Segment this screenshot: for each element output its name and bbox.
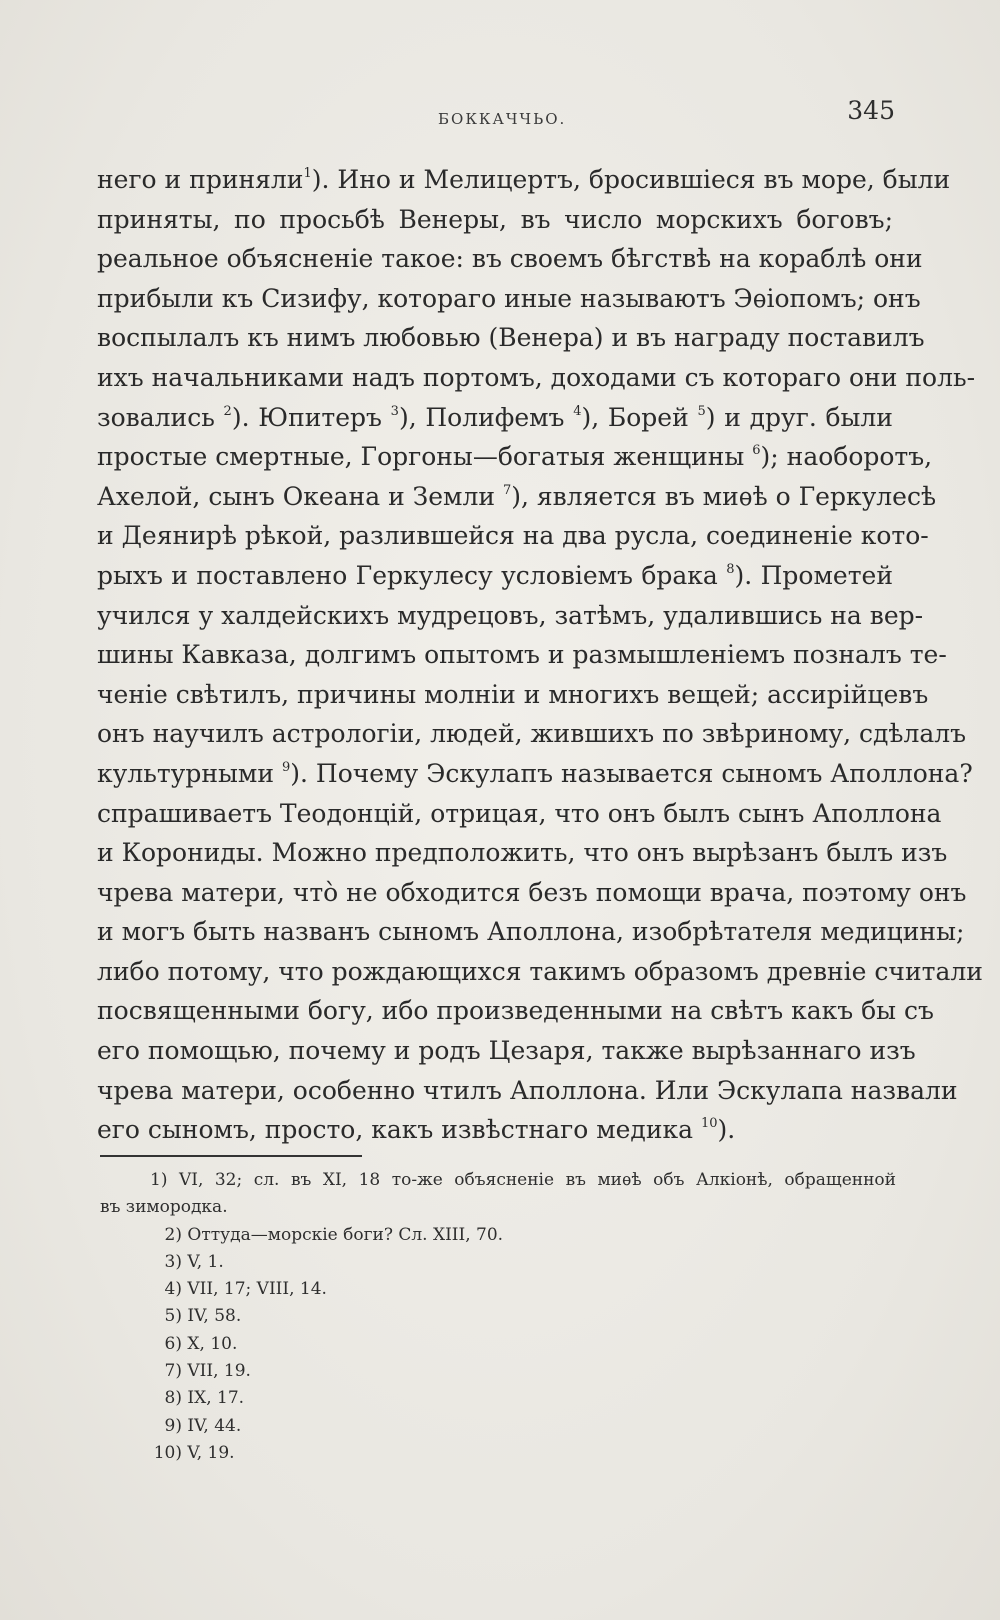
- footnote-text: Оттуда—морскiе боги? Сл. XIII, 70.: [182, 1224, 504, 1245]
- footnote-item: [100, 1358, 896, 1385]
- footnotes: [100, 1167, 896, 1467]
- footnote-number: 4): [164, 1279, 182, 1300]
- footnote-number: 9): [164, 1415, 182, 1436]
- text-run: чрева матери, особенно чтилъ Аполлона. Или Эскулапа назвали: [97, 1075, 958, 1105]
- text-run: рыхъ и поставлено Геркулесу условiемъ брака: [97, 560, 727, 590]
- text-run: него и приняли: [97, 165, 304, 194]
- text-line: [97, 873, 967, 913]
- text-run: посвященными богу, ибо произведенными на свѣтъ какъ бы съ: [97, 996, 934, 1026]
- footnote-item: [100, 1303, 896, 1330]
- footnote-text: V, 19.: [182, 1442, 235, 1463]
- footnote-rule: [100, 1155, 362, 1157]
- footnote-text: X, 10.: [182, 1333, 238, 1354]
- footnote-ref: 5: [697, 403, 706, 419]
- text-run: его сыномъ, просто, какъ извѣстнаго медика: [97, 1115, 701, 1145]
- footnote-item: [100, 1331, 896, 1358]
- footnote-text: IX, 17.: [182, 1388, 245, 1409]
- text-run: либо потому, что рождающихся такимъ образомъ древнiе считали: [97, 956, 983, 986]
- footnote-number: 5): [164, 1306, 182, 1327]
- footnote-text: VII, 19.: [182, 1361, 251, 1382]
- text-run: и Корониды. Можно предположить, что онъ вырѣзанъ былъ изъ: [97, 838, 948, 868]
- text-line: [97, 556, 893, 596]
- text-line: [97, 1071, 958, 1111]
- text-run: зовались: [97, 402, 224, 432]
- footnote-ref: 9: [282, 759, 291, 775]
- footnote-text: IV, 44.: [182, 1415, 242, 1436]
- text-line: [97, 952, 983, 992]
- text-run: учился у халдейскихъ мудрецовъ, затѣмъ, удалившись на вер-: [97, 600, 924, 630]
- footnote-ref: 1: [303, 166, 312, 181]
- text-line: [97, 279, 921, 319]
- text-run: воспылалъ къ нимъ любовью (Венера) и въ награду поставилъ: [97, 323, 925, 353]
- text-line: [97, 200, 893, 240]
- footnote-item: [100, 1276, 896, 1303]
- text-line: [97, 596, 924, 636]
- footnote-text: VII, 17; VIII, 14.: [182, 1279, 327, 1300]
- text-line: [97, 833, 948, 873]
- footnote-number: 3): [164, 1251, 182, 1272]
- text-run: онъ научилъ астрологiи, людей, жившихъ по звѣриному, сдѣлалъ: [97, 719, 967, 749]
- text-line: [97, 675, 929, 715]
- main-text: [97, 160, 983, 1150]
- text-line: [97, 160, 951, 200]
- footnote-ref: 3: [390, 403, 399, 419]
- page-header: [100, 96, 895, 136]
- text-run: ). Юпитеръ: [231, 402, 391, 432]
- footnote-ref: 8: [726, 561, 735, 577]
- text-run: ); наоборотъ,: [760, 442, 933, 472]
- footnote-1-continuation: въ зимородка.: [100, 1197, 228, 1218]
- text-run: прибыли къ Сизифу, котораго иные называютъ Эѳiопомъ; онъ: [97, 283, 921, 313]
- footnote-number: 6): [164, 1333, 182, 1354]
- text-run: спрашиваетъ Теодонцiй, отрицая, что онъ былъ сынъ Аполлона: [97, 798, 942, 828]
- text-line: [97, 1031, 916, 1071]
- footnote-ref: 2: [223, 403, 232, 419]
- running-head: БОККАЧЧЬО.: [438, 110, 567, 128]
- footnote-number: 7): [164, 1361, 182, 1382]
- text-line: [97, 754, 973, 794]
- footnote-number: 10): [153, 1442, 182, 1463]
- text-run: ), является въ миѳѣ о Геркулесѣ: [511, 481, 937, 511]
- text-line: [97, 1110, 893, 1150]
- text-run: ).: [717, 1115, 736, 1145]
- text-line: [97, 516, 929, 556]
- text-run: ). Прометей: [734, 560, 893, 590]
- text-run: культурными: [97, 758, 282, 788]
- text-run: ) и друг. были: [705, 402, 893, 432]
- text-line: [97, 794, 942, 834]
- footnote-text: V, 1.: [182, 1251, 224, 1272]
- footnote-ref: 6: [752, 443, 761, 459]
- text-run: реальное объясненiе такое: въ своемъ бѣгствѣ на кораблѣ они: [97, 244, 923, 274]
- text-run: и могъ быть названъ сыномъ Аполлона, изобрѣтателя медицины;: [97, 917, 965, 947]
- text-run: ). Ино и Мелицертъ, бросившiеся въ море, были: [311, 165, 951, 194]
- footnote-item: [100, 1385, 896, 1412]
- text-line: [97, 635, 947, 675]
- text-run: ). Почему Эскулапъ называется сыномъ Аполлона?: [290, 758, 973, 788]
- text-run: и Деянирѣ рѣкой, разлившейся на два русла, соединенiе кото-: [97, 521, 929, 551]
- footnote-ref: 4: [573, 403, 582, 419]
- footnote-number: 2): [164, 1224, 182, 1245]
- text-run: ), Борей: [581, 402, 698, 432]
- text-run: ), Полифемъ: [398, 402, 574, 432]
- text-run: шины Кавказа, долгимъ опытомъ и размышленiемъ позналъ те-: [97, 640, 947, 670]
- text-run: чрева матери, что̀ не обходится безъ помощи врача, поэтому онъ: [97, 877, 967, 907]
- text-line: [97, 477, 937, 517]
- footnote-ref: 7: [502, 482, 512, 498]
- footnote-item: [100, 1440, 896, 1467]
- text-line: [97, 912, 965, 952]
- footnote-1: 1) VI, 32; сл. въ XI, 18 то-же объясненiе въ миѳѣ объ Алкiонѣ, обращенной: [150, 1170, 896, 1190]
- text-run: приняты, по просьбѣ Венеры, въ число морскихъ боговъ;: [97, 204, 893, 234]
- text-line: [97, 398, 893, 438]
- text-run: ихъ начальниками надъ портомъ, доходами съ котораго они поль-: [97, 362, 976, 392]
- footnote-number: 8): [164, 1388, 182, 1409]
- page-number: 345: [847, 96, 895, 125]
- text-line: [97, 318, 925, 358]
- text-run: Ахелой, сынъ Океана и Земли: [97, 481, 503, 511]
- footnote-item: [100, 1249, 896, 1276]
- text-line: [97, 239, 923, 279]
- text-line: [97, 714, 967, 754]
- text-run: ченiе свѣтилъ, причины молнiи и многихъ вещей; ассирiйцевъ: [97, 679, 929, 709]
- text-line: [97, 437, 933, 477]
- text-line: [97, 358, 976, 398]
- footnote-ref: 10: [700, 1116, 718, 1132]
- text-run: его помощью, почему и родъ Цезаря, также вырѣзаннаго изъ: [97, 1036, 916, 1066]
- footnote-text: IV, 58.: [182, 1306, 242, 1327]
- text-run: простые смертные, Горгоны—богатыя женщины: [97, 442, 753, 472]
- footnote-item: [100, 1413, 896, 1440]
- footnote-item: [100, 1222, 896, 1249]
- text-line: [97, 991, 934, 1031]
